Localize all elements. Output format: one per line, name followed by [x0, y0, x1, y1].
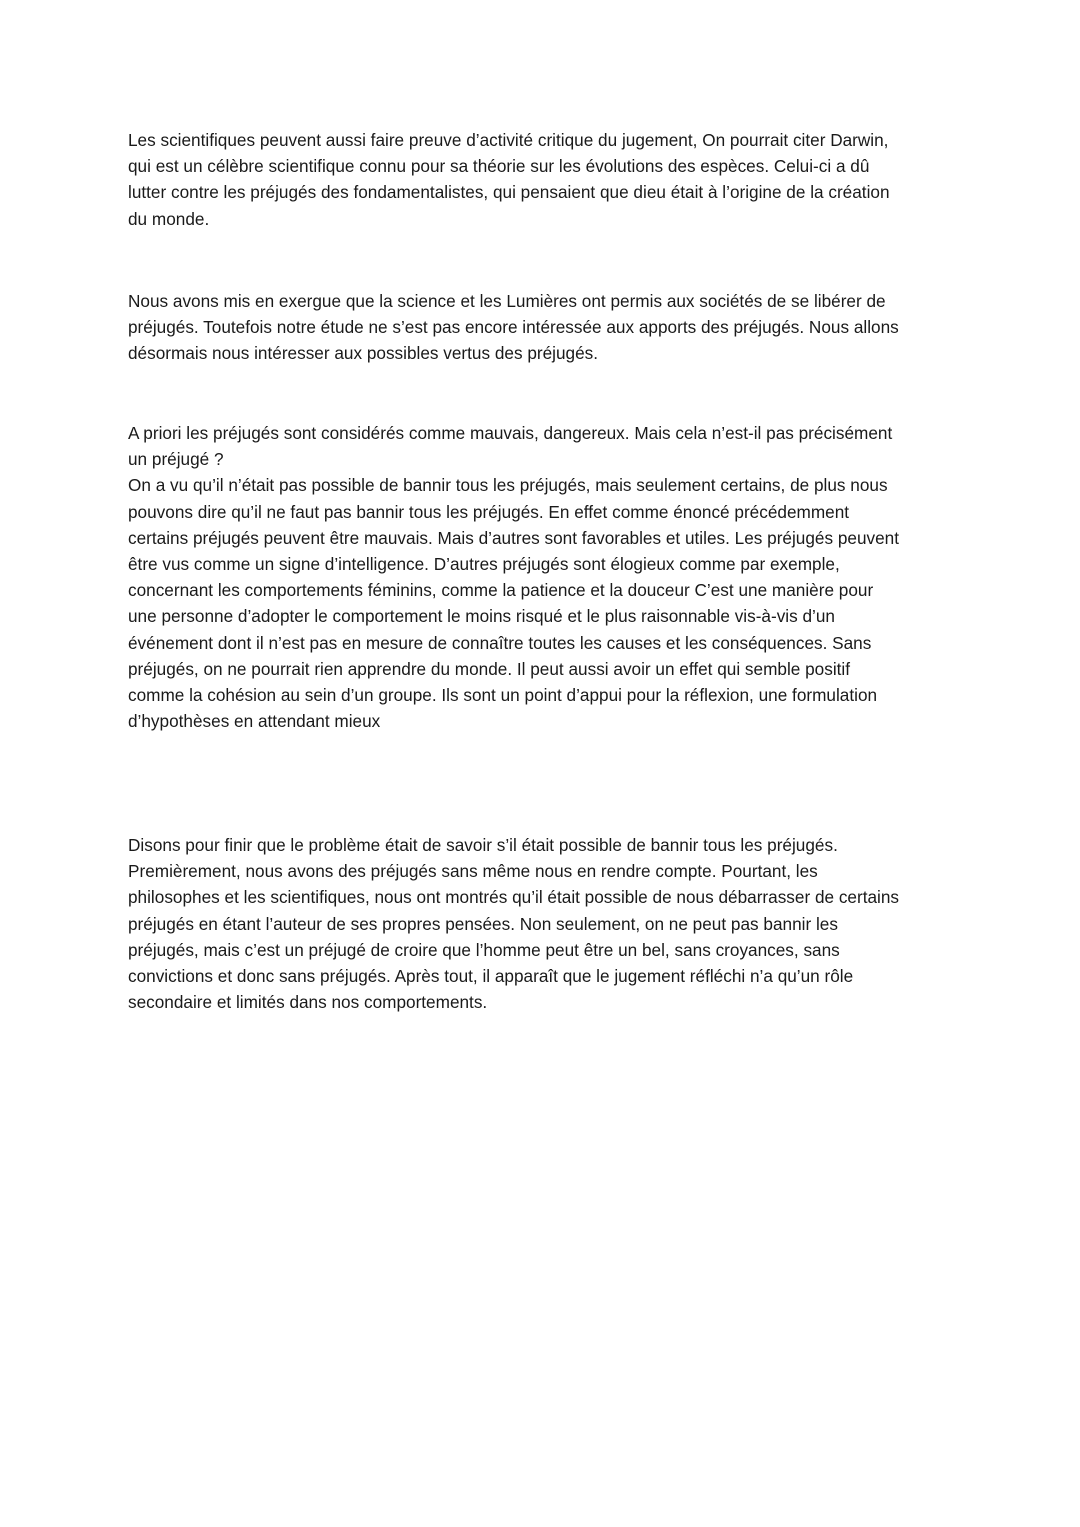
paragraph-transition: [128, 288, 958, 367]
text-line: comme la cohésion au sein d’un groupe. Ils sont un point d’appui pour la réflexion, une formulation: [128, 685, 878, 706]
text-line: être vus comme un signe d’intelligence. D’autres préjugés sont élogieux comme par exemple,: [128, 554, 840, 575]
paragraph-darwin: [128, 127, 958, 232]
text-line: secondaire et limités dans nos comportements.: [128, 992, 488, 1013]
text-line: Premièrement, nous avons des préjugés sans même nous en rendre compte. Pourtant, les: [128, 861, 818, 882]
text-line: du monde.: [128, 208, 210, 229]
text-line: événement dont il n’est pas en mesure de connaître toutes les causes et les conséquences. Sans: [128, 632, 872, 653]
text-line: une personne d’adopter le comportement le moins risqué et le plus raisonnable vis-à-vis d’un: [128, 606, 835, 627]
text-line: concernant les comportements féminins, comme la patience et la douceur C’est une manière pour: [128, 580, 874, 601]
text-line: préjugés, mais c’est un préjugé de croire que l’homme peut être un bel, sans croyances, sans: [128, 939, 840, 960]
text-line: d’hypothèses en attendant mieux: [128, 711, 381, 732]
text-line: certains préjugés peuvent être mauvais. Mais d’autres sont favorables et utiles. Les préjugés peuvent: [128, 527, 900, 548]
paragraph-virtues: [128, 420, 958, 734]
text-line: un préjugé ?: [128, 449, 224, 470]
paragraph-conclusion: [128, 832, 958, 1015]
text-line: qui est un célèbre scientifique connu pour sa théorie sur les évolutions des espèces. Celui-ci a dû: [128, 156, 870, 177]
text-line: Nous avons mis en exergue que la science et les Lumières ont permis aux sociétés de se libérer de: [128, 291, 886, 311]
text-line: pouvons dire qu’il ne faut pas bannir tous les préjugés. En effet comme énoncé précédemment: [128, 501, 850, 522]
text-line: préjugés. Toutefois notre étude ne s’est pas encore intéressée aux apports des préjugés. Nous allons: [128, 317, 899, 338]
text-line: philosophes et les scientifiques, nous ont montrés qu’il était possible de nous débarrasser de certains: [128, 887, 900, 908]
text-line: préjugés en étant l’auteur de ses propres pensées. Non seulement, on ne peut pas bannir les: [128, 913, 838, 934]
text-line: convictions et donc sans préjugés. Après tout, il apparaît que le jugement réfléchi n’a qu’un rôle: [128, 966, 854, 987]
text-line: A priori les préjugés sont considérés comme mauvais, dangereux. Mais cela n’est-il pas précisément: [128, 423, 893, 443]
text-line: Les scientifiques peuvent aussi faire preuve d’activité critique du jugement, On pourrait citer Darwin,: [128, 130, 889, 150]
text-line: désormais nous intéresser aux possibles vertus des préjugés.: [128, 343, 599, 364]
text-line: préjugés, on ne pourrait rien apprendre du monde. Il peut aussi avoir un effet qui semble positif: [128, 658, 851, 679]
text-line: lutter contre les préjugés des fondamentalistes, qui pensaient que dieu était à l’origine de la création: [128, 182, 890, 203]
text-line: Disons pour finir que le problème était de savoir s’il était possible de bannir tous les préjugés.: [128, 835, 838, 855]
text-line: On a vu qu’il n’était pas possible de bannir tous les préjugés, mais seulement certains, de plus nous: [128, 475, 888, 496]
